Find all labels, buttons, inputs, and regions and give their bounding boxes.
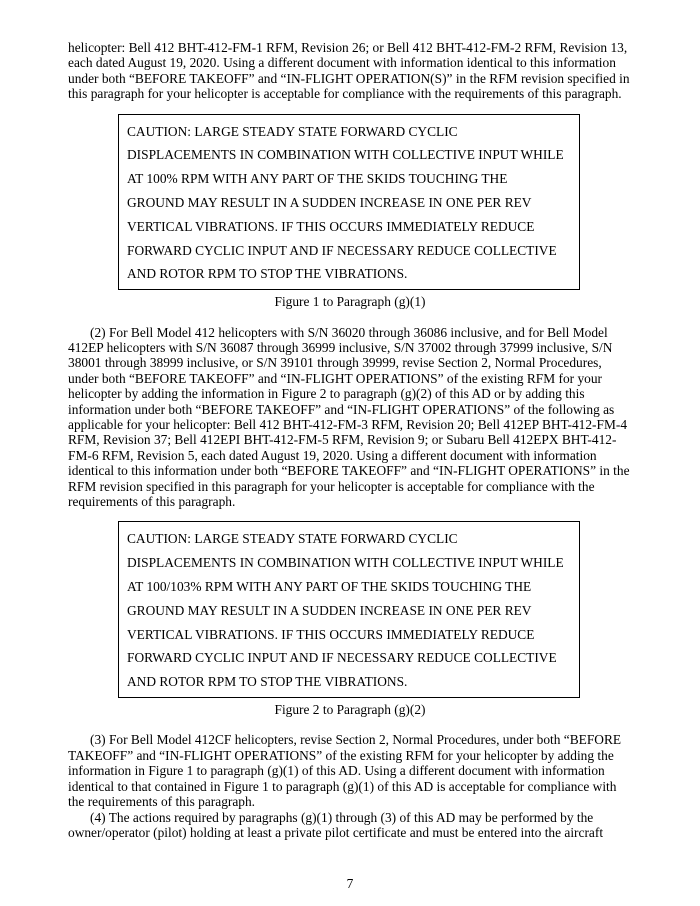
- caution-line: CAUTION: LARGE STEADY STATE FORWARD CYCLIC: [127, 123, 458, 139]
- paragraph-g4: (4) The actions required by paragraphs (g)(1) through (3) of this AD may be performed by the owner/operator (pilot) holding at least a private pilot certificate and must be entered into the aircraft: [68, 809, 604, 840]
- caution-line: AND ROTOR RPM TO STOP THE VIBRATIONS.: [127, 674, 408, 690]
- caution-line: GROUND MAY RESULT IN A SUDDEN INCREASE IN ONE PER REV: [127, 195, 532, 211]
- figure-1-caution-box: [118, 114, 580, 291]
- paragraph-g1-continuation: helicopter: Bell 412 BHT-412-FM-1 RFM, Revision 26; or Bell 412 BHT-412-FM-2 RFM, Revision 13, each dated August 19, 2020. Using a different document with information identical to this information under both “BEFORE TAKEOFF” and “IN-FLIGHT OPERATION(S)” in the RFM revision specified in this paragraph for your helicopter is acceptable for compliance with the requirements of this paragraph.: [68, 40, 630, 102]
- caution-line: VERTICAL VIBRATIONS. IF THIS OCCURS IMMEDIATELY REDUCE: [127, 626, 535, 642]
- caution-line: AT 100/103% RPM WITH ANY PART OF THE SKIDS TOUCHING THE: [127, 579, 532, 595]
- figure-2-caution-box: [118, 521, 580, 698]
- figure-1-caption: Figure 1 to Paragraph (g)(1): [274, 294, 426, 310]
- document-page: [68, 40, 632, 840]
- caution-line: CAUTION: LARGE STEADY STATE FORWARD CYCLIC: [127, 531, 458, 547]
- caution-line: FORWARD CYCLIC INPUT AND IF NECESSARY REDUCE COLLECTIVE: [127, 650, 557, 666]
- figure-2-caption: Figure 2 to Paragraph (g)(2): [274, 702, 426, 718]
- page-number: 7: [346, 876, 354, 891]
- paragraph-g3: (3) For Bell Model 412CF helicopters, revise Section 2, Normal Procedures, under both “BEFORE TAKEOFF” and “IN-FLIGHT OPERATIONS” of the existing RFM for your helicopter by adding the information in Figure 1 to paragraph (g)(1) of this AD. Using a different document with information identical to that contained in Figure 1 to paragraph (g)(1) of this AD is acceptable for compliance with the requirements of this paragraph.: [68, 732, 622, 810]
- caution-line: AND ROTOR RPM TO STOP THE VIBRATIONS.: [127, 266, 408, 282]
- caution-line: VERTICAL VIBRATIONS. IF THIS OCCURS IMMEDIATELY REDUCE: [127, 218, 535, 234]
- caution-line: AT 100% RPM WITH ANY PART OF THE SKIDS TOUCHING THE: [127, 171, 508, 187]
- paragraph-g2: (2) For Bell Model 412 helicopters with S/N 36020 through 36086 inclusive, and for Bell Model 412EP helicopters with S/N 36087 through 36999 inclusive, S/N 37002 through 37999 inclusive, S/N 38001 through 38999 inclusive, or S/N 39101 through 39999, revise Section 2, Normal Procedures, under both “BEFORE TAKEOFF” and “IN-FLIGHT OPERATIONS” of the existing RFM for your helicopter by adding the information in Figure 2 to paragraph (g)(2) of this AD or by adding this information under both “BEFORE TAKEOFF” and “IN-FLIGHT OPERATIONS” of the following as applicable for your helicopter: Bell 412 BHT-412-FM-3 RFM, Revision 20; Bell 412EP BHT-412-FM-4 RFM, Revision 37; Bell 412EPI BHT-412-FM-5 RFM, Revision 9; or Subaru Bell 412EPX BHT-412-FM-6 RFM, Revision 5, each dated August 19, 2020. Using a different document with information identical to this information under both “BEFORE TAKEOFF” and “IN-FLIGHT OPERATIONS” in the RFM revision specified in this paragraph for your helicopter is acceptable for compliance with the requirements of this paragraph.: [68, 324, 630, 510]
- caution-line: DISPLACEMENTS IN COMBINATION WITH COLLECTIVE INPUT WHILE: [127, 147, 564, 163]
- caution-line: DISPLACEMENTS IN COMBINATION WITH COLLECTIVE INPUT WHILE: [127, 555, 564, 571]
- caution-line: GROUND MAY RESULT IN A SUDDEN INCREASE IN ONE PER REV: [127, 602, 532, 618]
- caution-line: FORWARD CYCLIC INPUT AND IF NECESSARY REDUCE COLLECTIVE: [127, 242, 557, 258]
